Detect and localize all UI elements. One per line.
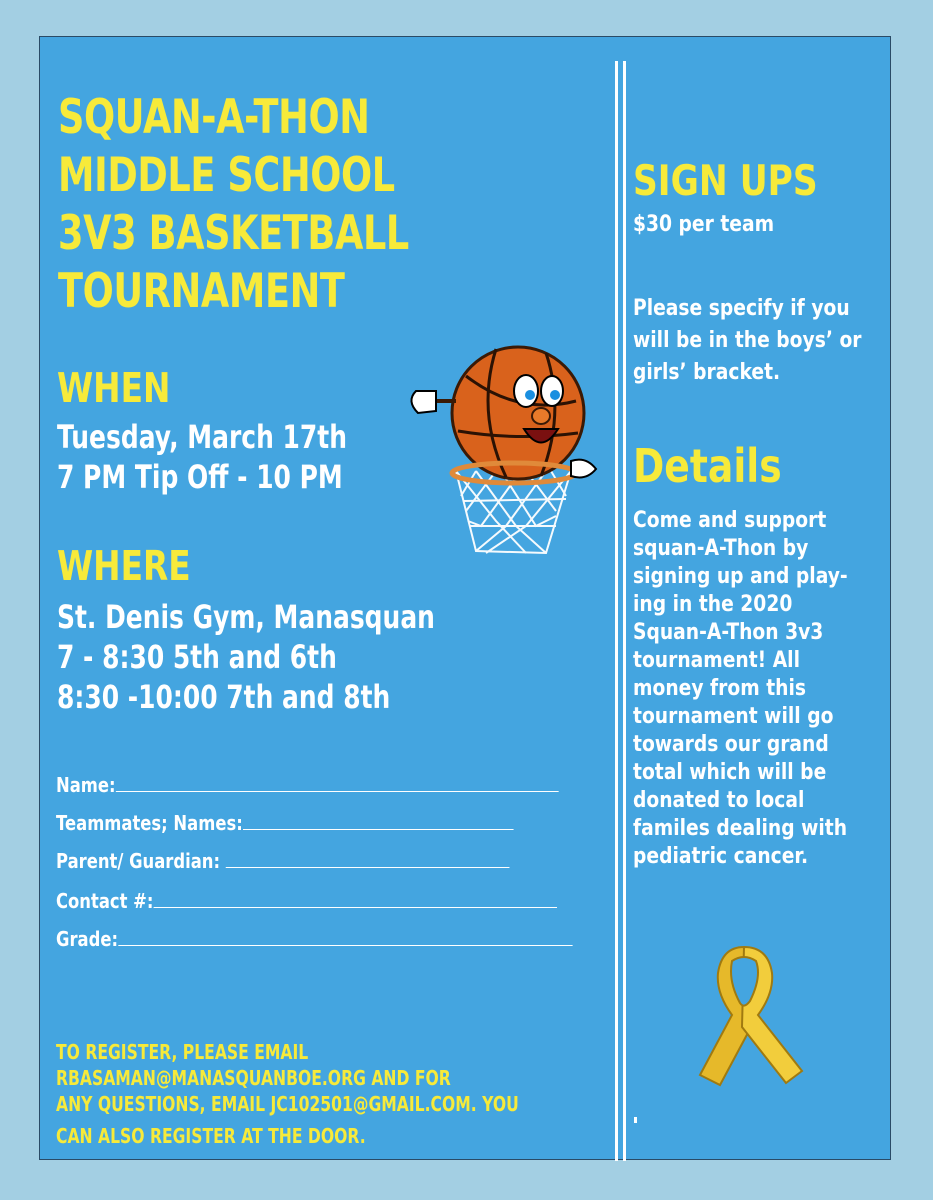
grade-field[interactable] (56, 926, 572, 952)
details-line: Come and support (633, 508, 827, 533)
event-time: 7 PM Tip Off - 10 PM (57, 458, 343, 496)
footer-line: CAN ALSO REGISTER AT THE DOOR. (56, 1124, 366, 1148)
session-line: 7 - 8:30 5th and 6th (57, 638, 337, 676)
teammates-field[interactable] (56, 810, 513, 836)
session-line: 8:30 -10:00 7th and 8th (57, 678, 391, 716)
teammates-label: Teammates; Names: (56, 811, 243, 835)
details-line: Squan-A-Thon 3v3 (633, 620, 824, 645)
details-line: money from this (633, 676, 807, 701)
column-divider-left (615, 61, 618, 1161)
where-info (57, 597, 435, 717)
title-line: SQUAN-A-THON (58, 90, 370, 145)
signups-note-line: Please specify if you (633, 296, 850, 321)
details-line: pediatric cancer. (633, 844, 809, 869)
details-line: towards our grand (633, 732, 829, 757)
details-line: total which will be (633, 760, 827, 785)
details-line: tournament! All (633, 648, 801, 673)
signups-note-line: girls’ bracket. (633, 360, 781, 385)
page-title (58, 89, 409, 321)
name-label: Name: (56, 773, 116, 797)
when-info (57, 417, 347, 497)
signups-note-line: will be in the boys’ or (633, 328, 862, 353)
details-body (633, 507, 848, 871)
awareness-ribbon-icon (692, 943, 812, 1093)
signups-heading: SIGN UPS (633, 156, 818, 205)
details-line: signing up and play- (633, 564, 848, 589)
when-heading: WHEN (57, 364, 171, 412)
title-line: MIDDLE SCHOOL (58, 148, 395, 203)
footer-line: ANY QUESTIONS, EMAIL JC102501@GMAIL.COM. YOU (56, 1092, 519, 1116)
details-line: donated to local (633, 788, 805, 813)
divider-mark (634, 1117, 637, 1123)
contact-label: Contact #: (56, 889, 154, 913)
details-line: ing in the 2020 (633, 592, 793, 617)
name-field[interactable] (56, 772, 558, 798)
footer-line: TO REGISTER, PLEASE EMAIL (56, 1040, 309, 1064)
basketball-mascot-icon (406, 321, 606, 561)
guardian-label: Parent/ Guardian: (56, 849, 226, 873)
title-line: 3V3 BASKETBALL (58, 206, 409, 261)
signups-price: $30 per team (633, 212, 775, 237)
where-heading: WHERE (57, 542, 191, 590)
details-line: squan-A-Thon by (633, 536, 809, 561)
details-line: familes dealing with (633, 816, 848, 841)
column-divider-right (623, 61, 626, 1161)
contact-field[interactable] (56, 888, 557, 914)
flyer (39, 36, 891, 1160)
signups-note (633, 295, 862, 387)
event-date: Tuesday, March 17th (57, 418, 347, 456)
details-line: tournament will go (633, 704, 834, 729)
footer-line: RBASAMAN@MANASQUANBOE.ORG AND FOR (56, 1066, 451, 1090)
grade-label: Grade: (56, 927, 119, 951)
guardian-field[interactable] (56, 848, 509, 874)
registration-note (56, 1039, 519, 1149)
event-location: St. Denis Gym, Manasquan (57, 598, 435, 636)
title-line: TOURNAMENT (58, 264, 345, 319)
details-heading: Details (633, 439, 782, 493)
